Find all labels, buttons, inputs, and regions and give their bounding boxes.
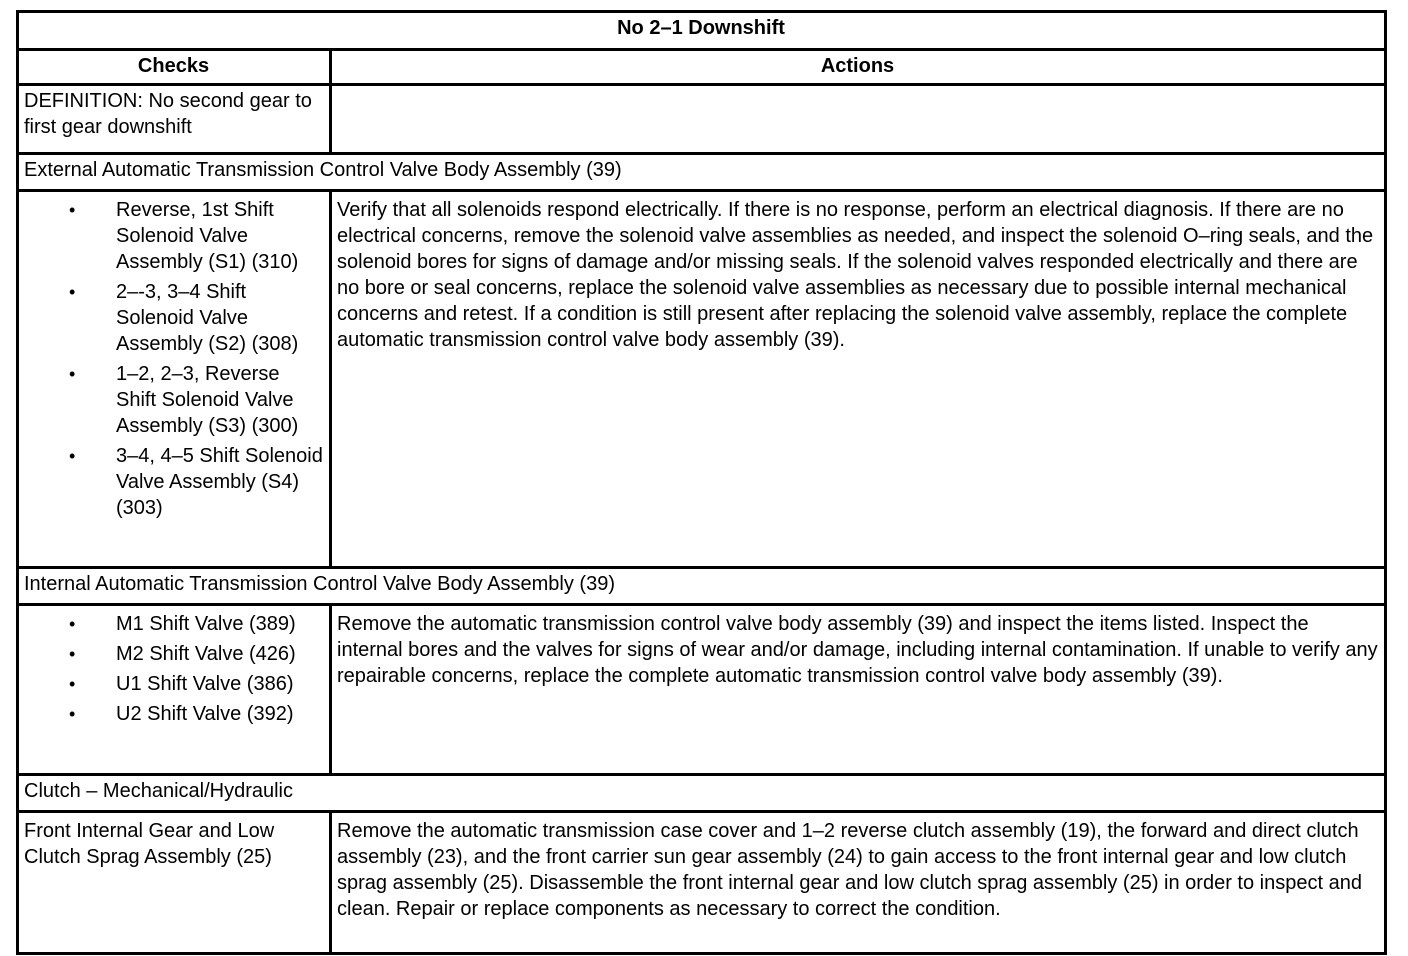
list-item <box>24 671 323 697</box>
bullet-icon: • <box>69 282 76 302</box>
list-item <box>24 443 323 521</box>
bullet-icon: • <box>69 200 76 220</box>
list-item <box>24 611 323 637</box>
check-item-text: M2 Shift Valve (426) <box>116 643 296 665</box>
list-item <box>24 361 323 439</box>
definition-action-cell <box>331 85 1386 154</box>
diagnostic-table <box>16 10 1387 955</box>
list-item <box>24 701 323 727</box>
checks-column-header: Checks <box>18 50 331 85</box>
check-item-text: 3–4, 4–5 Shift Solenoid Valve Assembly (S4) (303) <box>116 445 323 519</box>
section-heading-external: External Automatic Transmission Control Valve Body Assembly (39) <box>18 154 1386 191</box>
bullet-icon: • <box>69 446 76 466</box>
checks-cell-internal <box>18 605 331 775</box>
actions-column-header: Actions <box>331 50 1386 85</box>
bullet-icon: • <box>69 644 76 664</box>
bullet-icon: • <box>69 614 76 634</box>
list-item <box>24 641 323 667</box>
check-item-text: U2 Shift Valve (392) <box>116 703 294 725</box>
check-item-text: M1 Shift Valve (389) <box>116 613 296 635</box>
section-heading-clutch: Clutch – Mechanical/Hydraulic <box>18 775 1386 812</box>
bullet-icon: • <box>69 364 76 384</box>
section-heading-internal: Internal Automatic Transmission Control Valve Body Assembly (39) <box>18 568 1386 605</box>
check-item-text: 2–-3, 3–4 Shift Solenoid Valve Assembly (S2) (308) <box>116 281 299 355</box>
check-item-text: 1–2, 2–3, Reverse Shift Solenoid Valve Assembly (S3) (300) <box>116 363 299 437</box>
bullet-icon: • <box>69 704 76 724</box>
check-item-text: Reverse, 1st Shift Solenoid Valve Assembly (S1) (310) <box>116 199 299 273</box>
action-cell-clutch: Remove the automatic transmission case cover and 1–2 reverse clutch assembly (19), the forward and direct clutch assembly (23), and the front carrier sun gear assembly (24) to gain access to the front internal gear and low clutch sprag assembly (25). Disassemble the front internal gear and low clutch sprag assembly (25) in order to inspect and clean. Repair or replace components as necessary to correct the condition. <box>331 812 1386 954</box>
checks-cell-clutch: Front Internal Gear and Low Clutch Sprag Assembly (25) <box>18 812 331 954</box>
definition-cell: DEFINITION: No second gear to first gear downshift <box>18 85 331 154</box>
bullet-icon: • <box>69 674 76 694</box>
action-cell-external: Verify that all solenoids respond electrically. If there is no response, perform an electrical diagnosis. If there are no electrical concerns, remove the solenoid valve assemblies as needed, and inspect the solenoid O–ring seals, and the solenoid bores for signs of damage and/or missing seals. If the solenoid valves responded electrically and there are no bore or seal concerns, replace the solenoid valve assemblies as necessary due to possible internal mechanical concerns and retest. If a condition is still present after replacing the solenoid valve assembly, replace the complete automatic transmission control valve body assembly (39). <box>331 191 1386 568</box>
table-title: No 2–1 Downshift <box>18 12 1386 50</box>
list-item <box>24 197 323 275</box>
checks-cell-external <box>18 191 331 568</box>
check-item-text: U1 Shift Valve (386) <box>116 673 294 695</box>
list-item <box>24 279 323 357</box>
action-cell-internal: Remove the automatic transmission control valve body assembly (39) and inspect the items listed. Inspect the internal bores and the valves for signs of wear and/or damage, including internal contamination. If unable to verify any repairable concerns, replace the complete automatic transmission control valve body assembly (39). <box>331 605 1386 775</box>
